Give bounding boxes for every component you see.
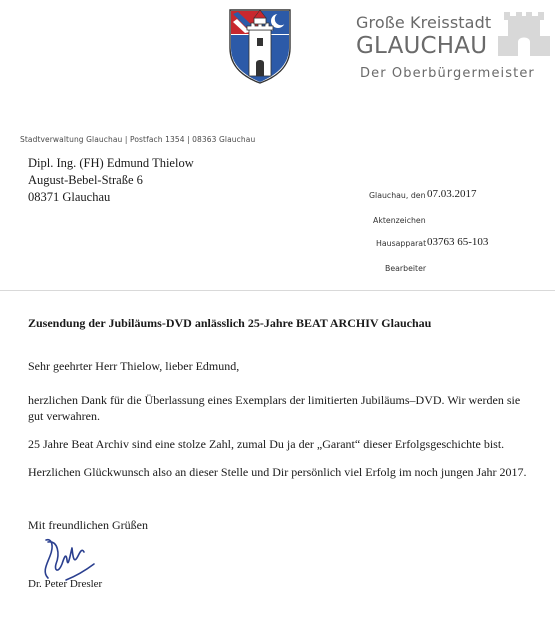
phone-value: 03763 65-103 — [427, 236, 489, 248]
letter-body — [28, 358, 528, 492]
castle-tower-icon — [498, 6, 550, 56]
body-paragraph-2: 25 Jahre Beat Archiv sind eine stolze Zahl, zumal Du ja der „Garant“ dieser Erfolgsgeschichte bist. — [28, 437, 505, 451]
recipient-street: August-Bebel-Straße 6 — [28, 173, 143, 187]
signer-name: Dr. Peter Dresler — [28, 578, 103, 590]
recipient-name: Dipl. Ing. (FH) Edmund Thielow — [28, 156, 194, 170]
closing-phrase: Mit freundlichen Grüßen — [28, 518, 148, 532]
letterhead-line3: Der Oberbürgermeister — [360, 66, 535, 81]
letterhead-line1: Große Kreisstadt — [356, 13, 492, 32]
date-label: Glauchau, den — [369, 191, 426, 200]
page-fold-line — [0, 290, 555, 291]
city-coat-of-arms-icon — [228, 8, 292, 84]
body-paragraph-1: herzlichen Dank für die Überlassung eines Exemplars der limitierten Jubiläums–DVD. Wir werden sie gut verwahren. — [28, 393, 521, 423]
sender-address-line: Stadtverwaltung Glauchau | Postfach 1354 | 08363 Glauchau — [20, 135, 256, 144]
body-paragraph-3: Herzlichen Glückwunsch also an dieser Stelle und Dir persönlich viel Erfolg im noch jungen Jahr 2017. — [28, 465, 527, 479]
clerk-label: Bearbeiter — [385, 264, 427, 273]
letter-subject: Zusendung der Jubiläums-DVD anlässlich 25-Jahre BEAT ARCHIV Glauchau — [28, 316, 432, 330]
recipient-city: 08371 Glauchau — [28, 190, 111, 204]
salutation: Sehr geehrter Herr Thielow, lieber Edmund, — [28, 359, 240, 373]
phone-label: Hausapparat — [376, 239, 427, 248]
reference-label: Aktenzeichen — [373, 216, 426, 225]
recipient-address — [28, 155, 194, 206]
letterhead-line2: GLAUCHAU — [356, 33, 488, 59]
date-value: 07.03.2017 — [427, 188, 477, 200]
handwritten-signature-icon — [36, 534, 96, 584]
